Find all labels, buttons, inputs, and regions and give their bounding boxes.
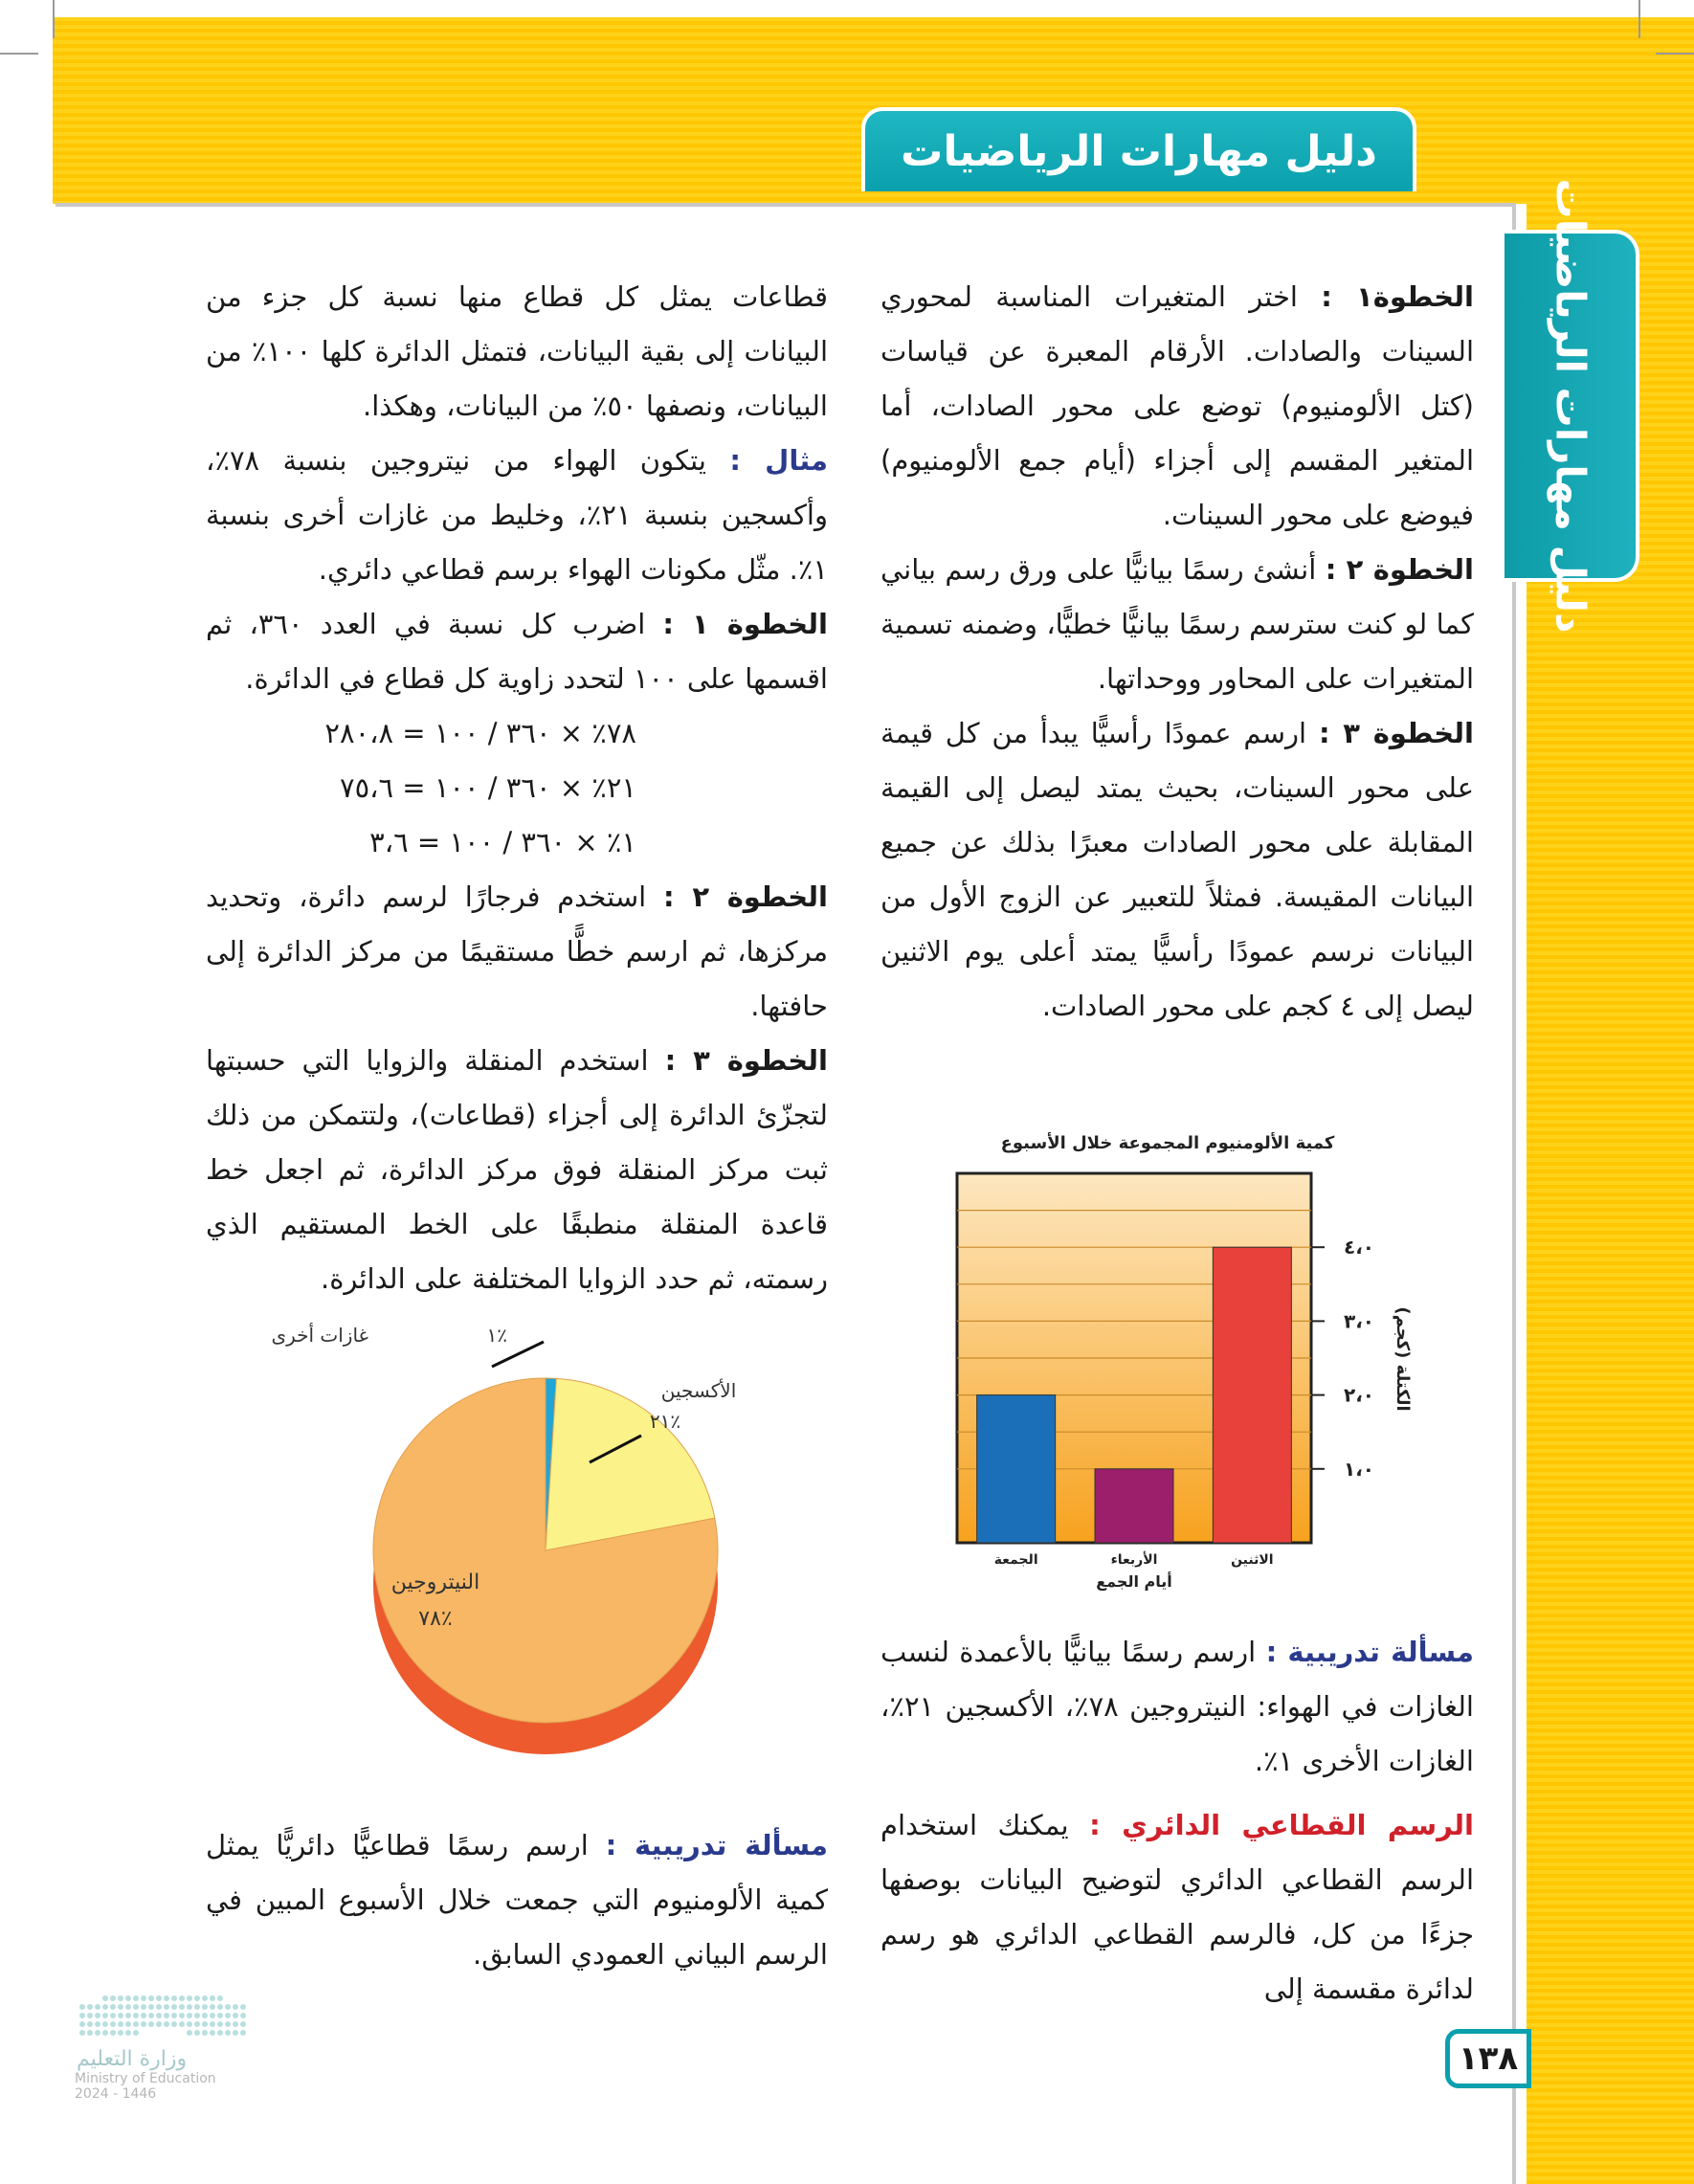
logo-dot [102, 2013, 108, 2018]
logo-dot [95, 2030, 100, 2036]
logo-dot [164, 2004, 169, 2010]
practice-label: مسألة تدريبية : [605, 1829, 828, 1861]
section-title-tab [861, 107, 1416, 191]
ministry-dots-icon [75, 1991, 256, 2043]
equation-nitrogen: ٧٨٪ × ٣٦٠ / ١٠٠ = ٢٨٠،٨ [324, 717, 636, 749]
logo-dot [118, 2021, 123, 2027]
bar [977, 1395, 1056, 1543]
pie-definition-label: الرسم القطاعي الدائري : [1089, 1809, 1474, 1841]
logo-dot [141, 2013, 146, 2018]
step1-paragraph [880, 270, 1474, 543]
logo-dot [194, 2021, 200, 2027]
logo-dot [102, 2030, 108, 2036]
pie-definition-text: يمكنك استخدام الرسم القطاعي الدائري لتوضيح البيانات بوصفها جزءًا من كل، فالرسم القطاعي الدائري هو رسم لدائرة مقسمة إلى [880, 1809, 1474, 2005]
logo-dot [125, 2021, 131, 2027]
y-tick-label: ٣،٠ [1343, 1309, 1375, 1333]
logo-dot [217, 2030, 223, 2036]
logo-dot [164, 2021, 169, 2027]
logo-dot [217, 1995, 223, 2001]
logo-dot [217, 2021, 223, 2027]
logo-dot [110, 1995, 116, 2001]
step-label: الخطوة ٣ : [1318, 717, 1474, 749]
step-label: الخطوة ٢ : [1325, 553, 1474, 586]
ministry-year: 2024 - 1446 [75, 2086, 157, 2102]
logo-dot [118, 2030, 123, 2036]
logo-dot [194, 2013, 200, 2018]
logo-dot [194, 2004, 200, 2010]
logo-dot [156, 2004, 162, 2010]
equation-other: ١٪ × ٣٦٠ / ١٠٠ = ٣،٦ [369, 826, 636, 858]
logo-dot [102, 2021, 108, 2027]
logo-dot [187, 2021, 192, 2027]
logo-dot [125, 1995, 131, 2001]
logo-dot [125, 2013, 131, 2018]
logo-dot [240, 2013, 246, 2018]
logo-dot [110, 2021, 116, 2027]
logo-dot [133, 2030, 139, 2036]
logo-dot [133, 2021, 139, 2027]
logo-dot [102, 2004, 108, 2010]
bar [1213, 1247, 1291, 1543]
x-tick-label: الجمعة [993, 1552, 1038, 1568]
logo-dot [141, 2004, 146, 2010]
logo-dot [148, 2021, 154, 2027]
logo-dot [194, 1995, 200, 2001]
x-tick-label: الاثنين [1231, 1552, 1274, 1568]
logo-dot [133, 2013, 139, 2018]
logo-dot [225, 2013, 231, 2018]
page-number: ١٣٨ [1445, 2029, 1531, 2088]
logo-dot [148, 2013, 154, 2018]
pie-label-other-percent: ٪١ [486, 1324, 507, 1347]
logo-dot [179, 1995, 185, 2001]
logo-dot [171, 1995, 177, 2001]
y-axis-label: الكتلة (كجم) [1393, 1306, 1413, 1412]
example-paragraph [206, 434, 828, 597]
logo-dot [87, 2013, 93, 2018]
logo-dot [210, 2021, 215, 2027]
logo-dot [202, 2030, 208, 2036]
logo-dot [240, 2021, 246, 2027]
logo-dot [79, 2030, 85, 2036]
logo-dot [210, 2013, 215, 2018]
logo-dot [79, 2021, 85, 2027]
logo-dot [179, 2004, 185, 2010]
logo-dot [125, 2004, 131, 2010]
logo-dot [95, 2021, 100, 2027]
intro-paragraph: قطاعات يمثل كل قطاع منها نسبة كل جزء من البيانات إلى بقية البيانات، فتمثل الدائرة كلها ١٠٠٪ من البيانات، ونصفها ٥٠٪ من البيانات، وهكذا. [206, 280, 828, 422]
logo-dot [133, 1995, 139, 2001]
bar-chart [919, 1120, 1416, 1617]
logo-dot [118, 2013, 123, 2018]
logo-dot [171, 2013, 177, 2018]
pie-label-other-name: غازات أخرى [271, 1324, 368, 1347]
logo-dot [95, 2013, 100, 2018]
crop-mark [53, 0, 55, 38]
ministry-name-ar: وزارة التعليم [77, 2047, 188, 2071]
equation-oxygen: ٢١٪ × ٣٦٠ / ١٠٠ = ٧٥،٦ [340, 771, 636, 804]
logo-dot [225, 2030, 231, 2036]
logo-dot [233, 2030, 238, 2036]
step-text: استخدم المنقلة والزوايا التي حسبتها لتجزّئ الدائرة إلى أجزاء (قطاعات)، ولتتمكن من ذلك ثبت مركز المنقلة فوق مركز الدائرة، ثم اجعل خط قاعدة المنقلة منطبقًا على الخط المستقيم الذي رسمته، ثم حدد الزوايا المختلفة على الدائرة. [206, 1044, 828, 1295]
logo-dot [79, 2013, 85, 2018]
step-label: الخطوة ١ : [662, 608, 828, 640]
logo-dot [156, 2021, 162, 2027]
logo-dot [240, 2004, 246, 2010]
pie-label-oxygen-name: الأكسجين [660, 1379, 737, 1402]
side-tab[interactable] [1501, 178, 1639, 634]
logo-dot [202, 1995, 208, 2001]
crop-mark [0, 53, 38, 55]
pie-label-nitrogen-percent: ٪٧٨ [418, 1607, 453, 1631]
logo-dot [217, 2004, 223, 2010]
practice-label: مسألة تدريبية : [1265, 1636, 1474, 1668]
logo-dot [233, 2021, 238, 2027]
left-column [206, 270, 828, 1306]
step3-paragraph [206, 1034, 828, 1306]
logo-dot [102, 1995, 108, 2001]
logo-dot [233, 2013, 238, 2018]
logo-dot [179, 2021, 185, 2027]
step-text: ارسم عمودًا رأسيًّا يبدأ من كل قيمة على محور السينات، بحيث يمتد ليصل إلى القيمة المقابلة على محور الصادات معبرًا بذلك عن جميع البيانات المقيسة. فمثلاً للتعبير عن الزوج الأول من البيانات نرسم عمودًا رأسيًّا يمتد أعلى يوم الاثنين ليصل إلى ٤ كجم على محور الصادات. [880, 717, 1474, 1022]
bar [1095, 1469, 1173, 1543]
side-tab-label: دليل مهارات الرياضيات [1547, 178, 1594, 634]
step3-paragraph [880, 706, 1474, 1034]
logo-dot [217, 2013, 223, 2018]
logo-dot [95, 2004, 100, 2010]
logo-dot [118, 1995, 123, 2001]
x-axis-label: أيام الجمع [1096, 1572, 1172, 1591]
logo-dot [110, 2030, 116, 2036]
logo-dot [156, 2013, 162, 2018]
logo-dot [187, 2030, 192, 2036]
practice-paragraph-left [206, 1818, 828, 1982]
y-tick-label: ٢،٠ [1343, 1383, 1375, 1407]
logo-dot [194, 2030, 200, 2036]
logo-dot [156, 1995, 162, 2001]
step1-paragraph [206, 597, 828, 706]
logo-dot [164, 1995, 169, 2001]
step-label: الخطوة١ : [1321, 280, 1474, 313]
ministry-logo [75, 1991, 256, 2125]
logo-dot [171, 2021, 177, 2027]
logo-dot [240, 2030, 246, 2036]
logo-dot [210, 2030, 215, 2036]
logo-dot [225, 2004, 231, 2010]
pie-chart [271, 1321, 804, 1771]
logo-dot [79, 2004, 85, 2010]
logo-dot [210, 2004, 215, 2010]
logo-dot [202, 2004, 208, 2010]
y-tick-label: ١،٠ [1343, 1457, 1375, 1481]
pie-label-oxygen-percent: ٪٢١ [649, 1410, 681, 1433]
x-tick-label: الأربعاء [1110, 1552, 1158, 1568]
logo-dot [110, 2013, 116, 2018]
logo-dot [187, 2013, 192, 2018]
logo-dot [171, 2004, 177, 2010]
logo-dot [210, 1995, 215, 2001]
crop-mark [1656, 53, 1694, 55]
step-text: اضرب كل نسبة في العدد ٣٦٠، ثم اقسمها على ١٠٠ لتحدد زاوية كل قطاع في الدائرة. [206, 608, 828, 695]
practice-paragraph [880, 1625, 1474, 1789]
x-tick-labels [994, 1551, 1274, 1568]
logo-dot [118, 2004, 123, 2010]
step-label: الخطوة ٢ : [663, 880, 828, 913]
logo-dot [148, 2004, 154, 2010]
logo-dot [148, 1995, 154, 2001]
practice-text: ارسم رسمًا قطاعيًّا دائريًّا يمثل كمية الألومنيوم التي جمعت خلال الأسبوع المبين في الرسم البياني العمودي السابق. [206, 1829, 828, 1971]
step-text: اختر المتغيرات المناسبة لمحوري السينات والصادات. الأرقام المعبرة عن قياسات (كتل الألومنيوم) توضع على محور الصادات، أما المتغير المقسم إلى أجزاء (أيام جمع الألومنيوم) فيوضع على محور السينات. [880, 280, 1474, 531]
logo-dot [187, 2004, 192, 2010]
logo-dot [87, 2004, 93, 2010]
step-label: الخطوة ٣ : [664, 1044, 828, 1077]
logo-dot [187, 1995, 192, 2001]
pie-definition-paragraph [880, 1798, 1474, 2017]
example-text: يتكون الهواء من نيتروجين بنسبة ٧٨٪، وأكسجين بنسبة ٢١٪، وخليط من غازات أخرى بنسبة ١٪. مثّل مكونات الهواء برسم قطاعي دائري. [206, 444, 828, 586]
pie-label-nitrogen-name: النيتروجين [390, 1571, 480, 1594]
chart-title: كمية الألومنيوم المجموعة خلال الأسبوع [1000, 1133, 1335, 1153]
logo-dot [225, 2021, 231, 2027]
logo-dot [87, 2021, 93, 2027]
step2-paragraph [880, 543, 1474, 706]
step2-paragraph [206, 870, 828, 1034]
logo-dot [202, 2021, 208, 2027]
logo-dot [133, 2004, 139, 2010]
y-tick-label: ٤،٠ [1343, 1236, 1375, 1259]
logo-dot [179, 2013, 185, 2018]
section-title: دليل مهارات الرياضيات [901, 126, 1377, 176]
step-text: استخدم فرجارًا لرسم دائرة، وتحديد مركزها، ثم ارسم خطًّا مستقيمًا من مركز الدائرة إلى حافتها. [206, 880, 828, 1022]
logo-dot [202, 2013, 208, 2018]
logo-dot [87, 2030, 93, 2036]
practice-text: ارسم رسمًا بيانيًّا بالأعمدة لنسب الغازات في الهواء: النيتروجين ٧٨٪، الأكسجين ٢١٪، الغازات الأخرى ١٪. [880, 1636, 1474, 1777]
logo-dot [164, 2013, 169, 2018]
logo-dot [141, 1995, 146, 2001]
example-label: مثال : [729, 444, 829, 477]
logo-dot [125, 2030, 131, 2036]
crop-mark [1638, 0, 1640, 38]
y-tick-labels [1311, 1236, 1374, 1481]
logo-dot [141, 2021, 146, 2027]
ministry-name-en: Ministry of Education [75, 2071, 216, 2086]
step-text: أنشئ رسمًا بيانيًّا على ورق رسم بياني كما لو كنت سترسم رسمًا بيانيًّا خطيًّا، وضمنه تسمية المتغيرات على المحاور ووحداتها. [880, 553, 1474, 695]
logo-dot [110, 2004, 116, 2010]
logo-dot [233, 2004, 238, 2010]
